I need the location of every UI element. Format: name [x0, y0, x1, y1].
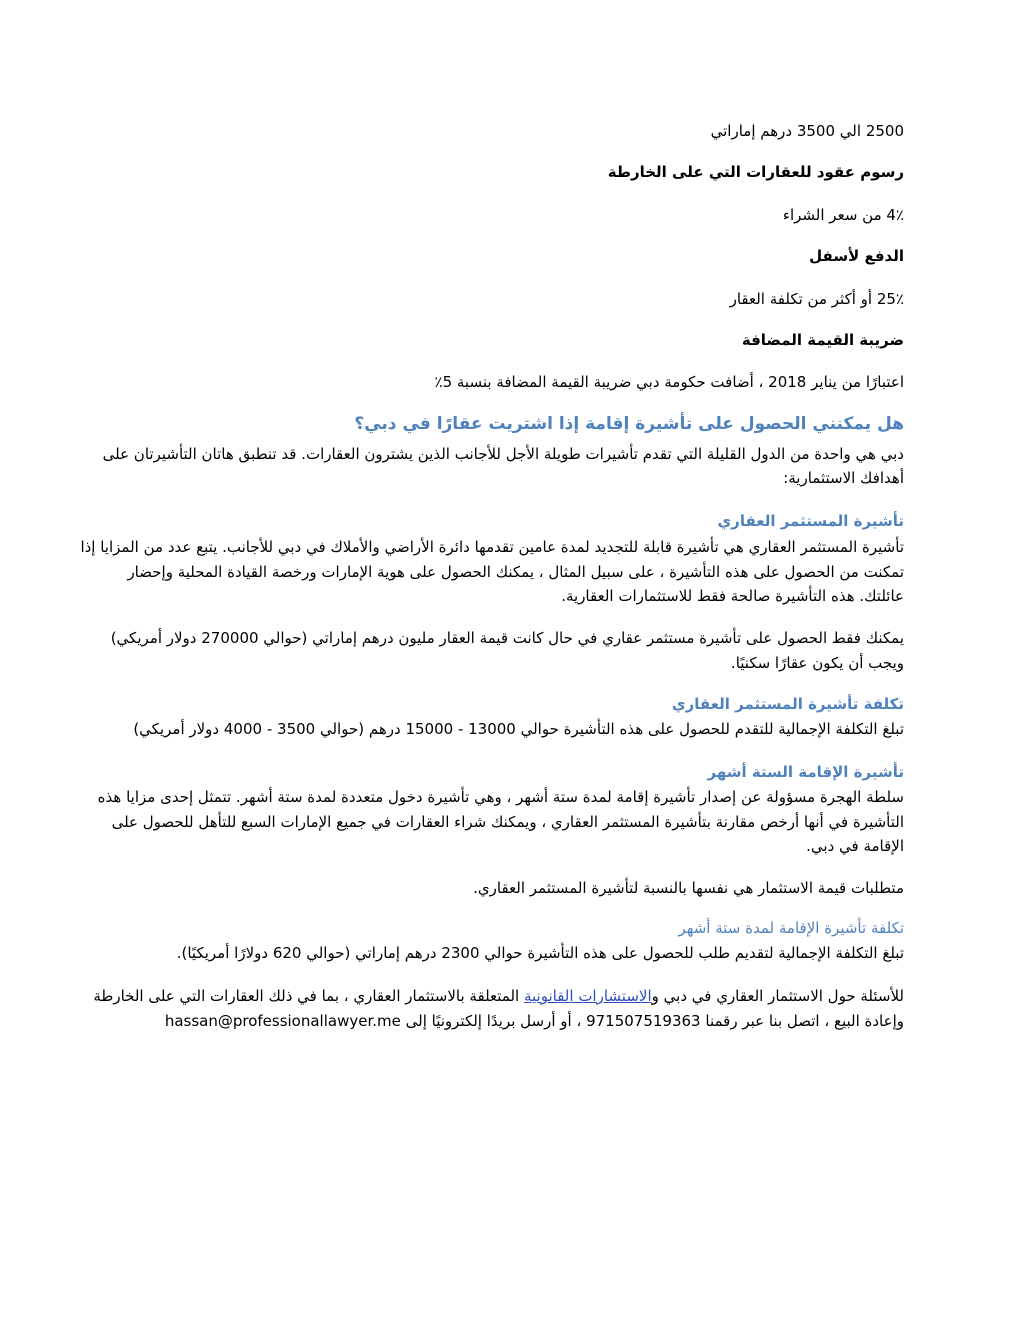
residency-question-heading: هل يمكنني الحصول على تأشيرة إقامة إذا اشتريت عقارًا في دبي؟	[354, 414, 904, 434]
investor-visa-cost-text: تبلغ التكلفة الإجمالية للتقدم للحصول على هذه التأشيرة حوالي 13000 - 15000 درهم (حوالي 3500 - 4000 دولار أمريكي)	[133, 720, 904, 738]
investor-visa-heading: تأشيرة المستثمر العقاري	[717, 512, 904, 530]
fee-amount-line: 2500 الي 3500 درهم إماراتي	[710, 122, 904, 140]
offplan-fees-value: 4٪ من سعر الشراء	[782, 206, 904, 224]
six-month-visa-para1-line-1: سلطة الهجرة مسؤولة عن إصدار تأشيرة إقامة لمدة ستة أشهر ، وهي تأشيرة دخول متعددة لمدة ستة أشهر. تتمثل إحدى مزايا هذه	[97, 788, 904, 806]
contact-line-1	[93, 984, 904, 1008]
vat-value: اعتبارًا من يناير 2018 ، أضافت حكومة دبي ضريبة القيمة المضافة بنسبة 5٪	[434, 373, 904, 391]
investor-visa-para1-line-3: عائلتك. هذه التأشيرة صالحة فقط للاستثمارات العقارية.	[561, 587, 904, 605]
investor-visa-para2-line-1: يمكنك فقط الحصول على تأشيرة مستثمر عقاري في حال كانت قيمة العقار مليون درهم إماراتي (حوالي 270000 دولار أمريكي)	[110, 629, 904, 647]
vat-heading: ضريبة القيمة المضافة	[741, 331, 904, 349]
legal-consultations-link[interactable]: الاستشارات القانونية	[523, 987, 652, 1005]
investor-visa-para1-line-1: تأشيرة المستثمر العقاري هي تأشيرة قابلة للتجديد لمدة عامين تقدمها دائرة الأراضي والأملاك في دبي للأجانب. يتبع عدد من المزايا إذا	[80, 538, 904, 556]
six-month-visa-para2: متطلبات قيمة الاستثمار هي نفسها بالنسبة لتأشيرة المستثمر العقاري.	[473, 879, 904, 897]
downpayment-value: 25٪ أو أكثر من تكلفة العقار	[729, 290, 904, 308]
document-page	[80, 0, 904, 1325]
six-month-visa-para1-line-3: الإقامة في دبي.	[806, 837, 904, 855]
six-month-visa-cost-text: تبلغ التكلفة الإجمالية لتقديم طلب للحصول على هذه التأشيرة حوالي 2300 درهم إماراتي (حوالي 620 دولارًا أمريكيًا).	[176, 944, 904, 962]
downpayment-heading: الدفع لأسفل	[809, 247, 904, 265]
contact-line-1-start: للأسئلة حول الاستثمار العقاري في دبي و	[651, 987, 904, 1005]
six-month-visa-heading: تأشيرة الإقامة الستة أشهر	[707, 763, 904, 781]
investor-visa-cost-heading: تكلفة تأشيرة المستثمر العقاري	[671, 695, 904, 713]
investor-visa-para2-line-2: ويجب أن يكون عقارًا سكنيًا.	[730, 654, 904, 672]
offplan-fees-heading: رسوم عقود للعقارات التي على الخارطة	[607, 163, 904, 181]
six-month-visa-cost-heading: تكلفة تأشيرة الإقامة لمدة ستة أشهر	[678, 919, 904, 937]
contact-line-1-end: المتعلقة بالاستثمار العقاري ، بما في ذلك العقارات التي على الخارطة	[93, 987, 524, 1005]
residency-intro-line-1: دبي هي واحدة من الدول القليلة التي تقدم تأشيرات طويلة الأجل للأجانب الذين يشترون العقارات. قد تنطبق هاتان التأشيرتان على	[102, 445, 904, 463]
residency-intro-line-2: أهدافك الاستثمارية:	[783, 469, 904, 487]
investor-visa-para1-line-2: تمكنت من الحصول على هذه التأشيرة ، على سبيل المثال ، يمكنك الحصول على هوية الإمارات ورخصة القيادة المحلية وإحضار	[127, 563, 904, 581]
six-month-visa-para1-line-2: التأشيرة في أنها أرخص مقارنة بتأشيرة المستثمر العقاري ، ويمكنك شراء العقارات في جميع الإمارات السبع للتأهل للحصول على	[111, 813, 904, 831]
contact-line-2: وإعادة البيع ، اتصل بنا عبر رقمنا 971507519363 ، أو أرسل بريدًا إلكترونيًا إلى hassan@professionallawyer.me	[164, 1012, 904, 1030]
